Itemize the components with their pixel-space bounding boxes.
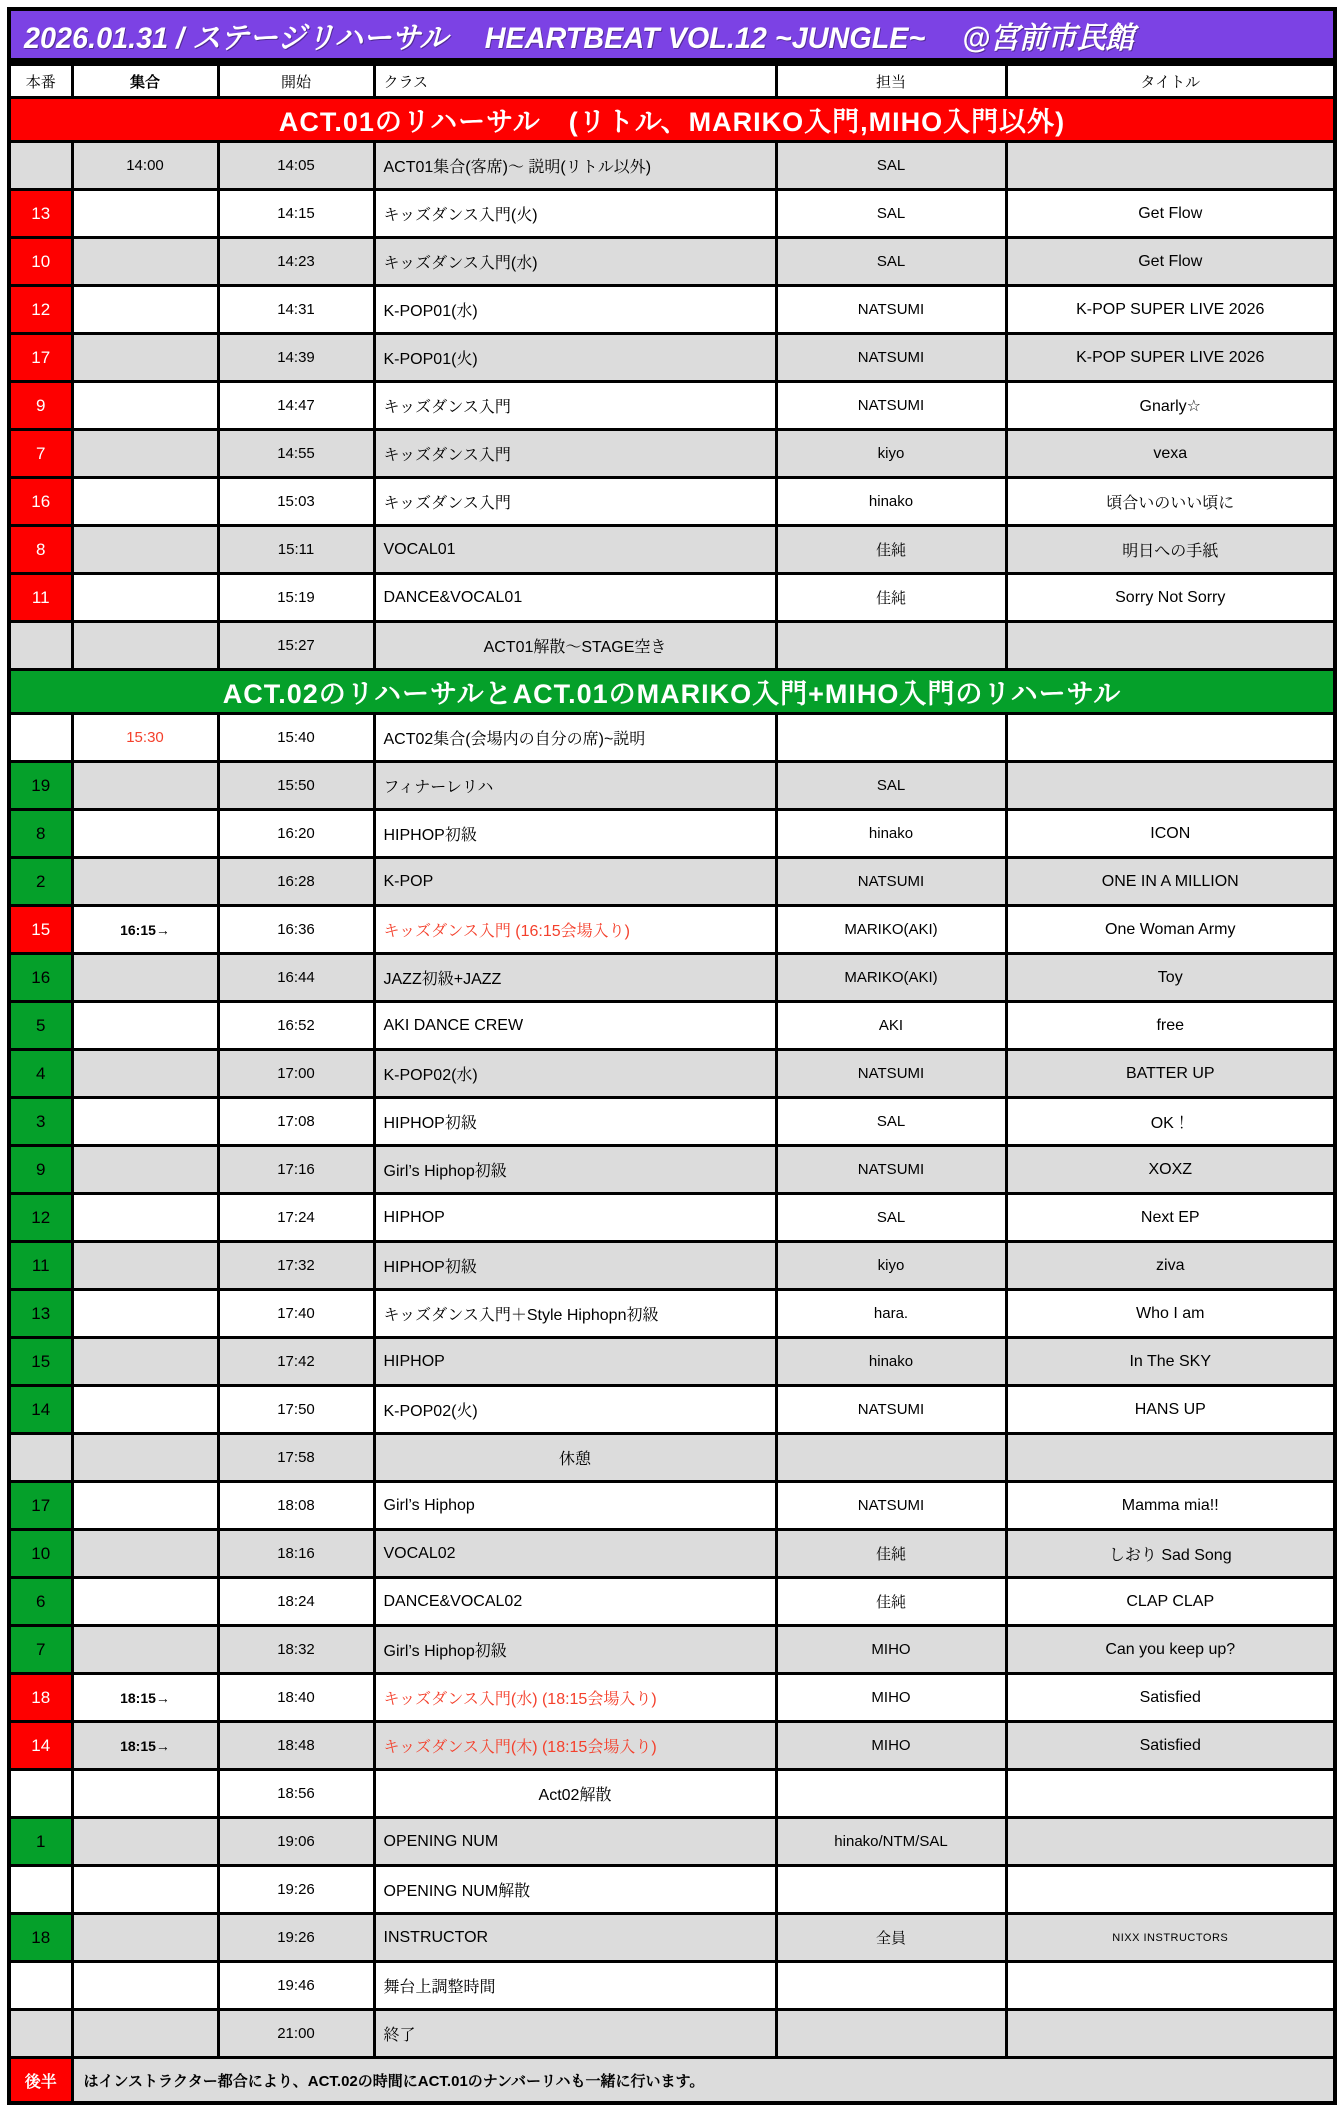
start-time-cell: 14:55	[218, 430, 374, 478]
song-title-cell: NIXX INSTRUCTORS	[1006, 1914, 1335, 1962]
table-row	[9, 1722, 1335, 1770]
table-row	[9, 1290, 1335, 1338]
gather-time-cell	[72, 1098, 218, 1146]
staff-cell: hinako/NTM/SAL	[776, 1818, 1006, 1866]
table-row	[9, 1818, 1335, 1866]
start-time-cell: 18:24	[218, 1578, 374, 1626]
gather-time-cell	[72, 1626, 218, 1674]
table-row	[9, 1530, 1335, 1578]
song-title-cell	[1006, 1866, 1335, 1914]
start-time-cell: 14:31	[218, 286, 374, 334]
start-time-cell: 19:26	[218, 1866, 374, 1914]
performance-number-cell: 10	[9, 1530, 72, 1578]
table-row	[9, 2010, 1335, 2058]
staff-cell	[776, 1866, 1006, 1914]
song-title-cell: Get Flow	[1006, 190, 1335, 238]
start-time-cell: 19:06	[218, 1818, 374, 1866]
header-row	[9, 64, 1335, 98]
class-cell: フィナーレリハ	[374, 762, 776, 810]
start-time-cell: 15:03	[218, 478, 374, 526]
class-cell: HIPHOP初級	[374, 810, 776, 858]
staff-cell	[776, 1434, 1006, 1482]
staff-cell: MIHO	[776, 1674, 1006, 1722]
staff-cell: MIHO	[776, 1722, 1006, 1770]
performance-number-cell: 14	[9, 1722, 72, 1770]
start-time-cell: 16:44	[218, 954, 374, 1002]
staff-cell: SAL	[776, 1194, 1006, 1242]
table-row	[9, 286, 1335, 334]
staff-cell: SAL	[776, 238, 1006, 286]
staff-cell: MARIKO(AKI)	[776, 906, 1006, 954]
performance-number-cell: 6	[9, 1578, 72, 1626]
class-cell: K-POP02(火)	[374, 1386, 776, 1434]
start-time-cell: 15:40	[218, 714, 374, 762]
staff-cell: MIHO	[776, 1626, 1006, 1674]
table-row	[9, 1146, 1335, 1194]
table-row	[9, 1386, 1335, 1434]
class-cell: 休憩	[374, 1434, 776, 1482]
staff-cell: NATSUMI	[776, 334, 1006, 382]
song-title-cell	[1006, 1434, 1335, 1482]
start-time-cell: 18:32	[218, 1626, 374, 1674]
staff-cell	[776, 2010, 1006, 2058]
class-cell: K-POP	[374, 858, 776, 906]
gather-time-cell	[72, 622, 218, 670]
gather-time-cell	[72, 190, 218, 238]
col-header-gather: 集合	[72, 64, 218, 98]
performance-number-cell: 12	[9, 286, 72, 334]
performance-number-cell	[9, 714, 72, 762]
class-cell: ACT02集合(会場内の自分の席)~説明	[374, 714, 776, 762]
gather-time-cell: 16:15→	[72, 906, 218, 954]
performance-number-cell: 7	[9, 1626, 72, 1674]
start-time-cell: 17:24	[218, 1194, 374, 1242]
gather-time-cell	[72, 430, 218, 478]
staff-cell: hinako	[776, 1338, 1006, 1386]
table-row	[9, 1914, 1335, 1962]
staff-cell: 佳純	[776, 1530, 1006, 1578]
table-row	[9, 858, 1335, 906]
footer-label: 後半	[9, 2058, 72, 2104]
performance-number-cell: 10	[9, 238, 72, 286]
start-time-cell: 15:19	[218, 574, 374, 622]
staff-cell: NATSUMI	[776, 858, 1006, 906]
start-time-cell: 19:46	[218, 1962, 374, 2010]
song-title-cell: しおり Sad Song	[1006, 1530, 1335, 1578]
page-title: 2026.01.31 / ステージリハーサル HEARTBEAT VOL.12 ~JUNGLE~ @宮前市民館	[24, 21, 1135, 55]
class-cell: HIPHOP	[374, 1194, 776, 1242]
gather-time-cell	[72, 810, 218, 858]
song-title-cell: ONE IN A MILLION	[1006, 858, 1335, 906]
section-banner: ACT.02のリハーサルとACT.01のMARIKO入門+MIHO入門のリハーサル	[9, 670, 1335, 714]
staff-cell	[776, 622, 1006, 670]
class-cell: OPENING NUM	[374, 1818, 776, 1866]
staff-cell	[776, 714, 1006, 762]
table-row	[9, 334, 1335, 382]
table-row	[9, 1674, 1335, 1722]
start-time-cell: 15:50	[218, 762, 374, 810]
staff-cell: 全員	[776, 1914, 1006, 1962]
song-title-cell	[1006, 1962, 1335, 2010]
start-time-cell: 17:08	[218, 1098, 374, 1146]
performance-number-cell	[9, 1770, 72, 1818]
table-row	[9, 1242, 1335, 1290]
class-cell: K-POP02(水)	[374, 1050, 776, 1098]
gather-time-cell	[72, 1338, 218, 1386]
staff-cell: NATSUMI	[776, 382, 1006, 430]
song-title-cell: vexa	[1006, 430, 1335, 478]
gather-time-cell	[72, 1914, 218, 1962]
gather-time-cell	[72, 762, 218, 810]
class-cell: キッズダンス入門(水) (18:15会場入り)	[374, 1674, 776, 1722]
start-time-cell: 18:56	[218, 1770, 374, 1818]
performance-number-cell	[9, 2010, 72, 2058]
rehearsal-schedule-table	[7, 62, 1337, 2105]
song-title-cell: Satisfied	[1006, 1674, 1335, 1722]
performance-number-cell: 11	[9, 1242, 72, 1290]
gather-time-cell	[72, 1770, 218, 1818]
class-cell: VOCAL01	[374, 526, 776, 574]
gather-time-cell	[72, 1962, 218, 2010]
staff-cell: SAL	[776, 190, 1006, 238]
song-title-cell	[1006, 1818, 1335, 1866]
performance-number-cell: 13	[9, 190, 72, 238]
class-cell: HIPHOP初級	[374, 1098, 776, 1146]
song-title-cell: CLAP CLAP	[1006, 1578, 1335, 1626]
table-row	[9, 954, 1335, 1002]
song-title-cell: One Woman Army	[1006, 906, 1335, 954]
class-cell: K-POP01(水)	[374, 286, 776, 334]
song-title-cell: OK！	[1006, 1098, 1335, 1146]
table-header	[9, 64, 1335, 98]
song-title-cell: Gnarly☆	[1006, 382, 1335, 430]
table-row	[9, 238, 1335, 286]
song-title-cell: Toy	[1006, 954, 1335, 1002]
staff-cell: hinako	[776, 478, 1006, 526]
class-cell: キッズダンス入門	[374, 382, 776, 430]
start-time-cell: 19:26	[218, 1914, 374, 1962]
performance-number-cell	[9, 1434, 72, 1482]
performance-number-cell	[9, 1962, 72, 2010]
start-time-cell: 17:58	[218, 1434, 374, 1482]
performance-number-cell: 15	[9, 1338, 72, 1386]
staff-cell: 佳純	[776, 574, 1006, 622]
song-title-cell	[1006, 142, 1335, 190]
class-cell: OPENING NUM解散	[374, 1866, 776, 1914]
class-cell: 舞台上調整時間	[374, 1962, 776, 2010]
table-row	[9, 1626, 1335, 1674]
start-time-cell: 15:11	[218, 526, 374, 574]
table-row	[9, 1770, 1335, 1818]
performance-number-cell: 1	[9, 1818, 72, 1866]
song-title-cell: HANS UP	[1006, 1386, 1335, 1434]
gather-time-cell	[72, 526, 218, 574]
table-row	[9, 1482, 1335, 1530]
performance-number-cell: 4	[9, 1050, 72, 1098]
class-cell: 終了	[374, 2010, 776, 2058]
class-cell: DANCE&VOCAL02	[374, 1578, 776, 1626]
col-header-staff: 担当	[776, 64, 1006, 98]
gather-time-cell	[72, 382, 218, 430]
staff-cell	[776, 1770, 1006, 1818]
staff-cell: SAL	[776, 1098, 1006, 1146]
table-row	[9, 1434, 1335, 1482]
performance-number-cell: 2	[9, 858, 72, 906]
start-time-cell: 17:00	[218, 1050, 374, 1098]
table-row	[9, 1098, 1335, 1146]
performance-number-cell: 13	[9, 1290, 72, 1338]
performance-number-cell: 9	[9, 1146, 72, 1194]
start-time-cell: 18:08	[218, 1482, 374, 1530]
staff-cell	[776, 1962, 1006, 2010]
performance-number-cell: 17	[9, 334, 72, 382]
staff-cell: AKI	[776, 1002, 1006, 1050]
table-row	[9, 906, 1335, 954]
gather-time-cell	[72, 1818, 218, 1866]
table-row	[9, 1194, 1335, 1242]
start-time-cell: 14:05	[218, 142, 374, 190]
start-time-cell: 17:40	[218, 1290, 374, 1338]
table-row	[9, 1050, 1335, 1098]
start-time-cell: 17:32	[218, 1242, 374, 1290]
col-header-class: クラス	[374, 64, 776, 98]
song-title-cell: Get Flow	[1006, 238, 1335, 286]
class-cell: K-POP01(火)	[374, 334, 776, 382]
class-cell: キッズダンス入門 (16:15会場入り)	[374, 906, 776, 954]
col-header-title: タイトル	[1006, 64, 1335, 98]
song-title-cell: Next EP	[1006, 1194, 1335, 1242]
staff-cell: 佳純	[776, 526, 1006, 574]
staff-cell: NATSUMI	[776, 1482, 1006, 1530]
performance-number-cell: 18	[9, 1914, 72, 1962]
song-title-cell: Satisfied	[1006, 1722, 1335, 1770]
table-row	[9, 762, 1335, 810]
start-time-cell: 15:27	[218, 622, 374, 670]
song-title-cell: ICON	[1006, 810, 1335, 858]
start-time-cell: 14:47	[218, 382, 374, 430]
song-title-cell: 明日への手紙	[1006, 526, 1335, 574]
gather-time-cell: 18:15→	[72, 1722, 218, 1770]
performance-number-cell: 9	[9, 382, 72, 430]
performance-number-cell: 7	[9, 430, 72, 478]
title-bar	[7, 7, 1337, 62]
class-cell: DANCE&VOCAL01	[374, 574, 776, 622]
start-time-cell: 14:15	[218, 190, 374, 238]
table-row	[9, 478, 1335, 526]
class-cell: Girl’s Hiphop	[374, 1482, 776, 1530]
gather-time-cell	[72, 334, 218, 382]
performance-number-cell: 16	[9, 954, 72, 1002]
gather-time-cell	[72, 238, 218, 286]
class-cell: JAZZ初級+JAZZ	[374, 954, 776, 1002]
song-title-cell: K-POP SUPER LIVE 2026	[1006, 334, 1335, 382]
col-header-performance: 本番	[9, 64, 72, 98]
gather-time-cell	[72, 1434, 218, 1482]
performance-number-cell: 16	[9, 478, 72, 526]
performance-number-cell: 5	[9, 1002, 72, 1050]
song-title-cell: K-POP SUPER LIVE 2026	[1006, 286, 1335, 334]
song-title-cell: Mamma mia!!	[1006, 1482, 1335, 1530]
song-title-cell	[1006, 714, 1335, 762]
gather-time-cell	[72, 1002, 218, 1050]
song-title-cell: free	[1006, 1002, 1335, 1050]
table-row	[9, 574, 1335, 622]
performance-number-cell: 12	[9, 1194, 72, 1242]
start-time-cell: 21:00	[218, 2010, 374, 2058]
gather-time-cell	[72, 574, 218, 622]
class-cell: HIPHOP初級	[374, 1242, 776, 1290]
footer-note-row	[9, 2058, 1335, 2104]
table-footer	[9, 2058, 1335, 2104]
performance-number-cell: 3	[9, 1098, 72, 1146]
class-cell: Girl’s Hiphop初級	[374, 1146, 776, 1194]
start-time-cell: 17:50	[218, 1386, 374, 1434]
class-cell: ACT01集合(客席)～ 説明(リトル以外)	[374, 142, 776, 190]
song-title-cell	[1006, 2010, 1335, 2058]
performance-number-cell: 8	[9, 526, 72, 574]
gather-time-cell	[72, 1578, 218, 1626]
staff-cell: SAL	[776, 762, 1006, 810]
staff-cell: NATSUMI	[776, 286, 1006, 334]
class-cell: キッズダンス入門	[374, 478, 776, 526]
table-row	[9, 430, 1335, 478]
class-cell: キッズダンス入門(火)	[374, 190, 776, 238]
song-title-cell: ziva	[1006, 1242, 1335, 1290]
song-title-cell	[1006, 1770, 1335, 1818]
gather-time-cell: 14:00	[72, 142, 218, 190]
gather-time-cell	[72, 1050, 218, 1098]
start-time-cell: 18:48	[218, 1722, 374, 1770]
performance-number-cell: 11	[9, 574, 72, 622]
start-time-cell: 14:39	[218, 334, 374, 382]
start-time-cell: 18:16	[218, 1530, 374, 1578]
staff-cell: hara.	[776, 1290, 1006, 1338]
gather-time-cell: 18:15→	[72, 1674, 218, 1722]
staff-cell: NATSUMI	[776, 1386, 1006, 1434]
table-row	[9, 622, 1335, 670]
section-banner: ACT.01のリハーサル (リトル、MARIKO入門,MIHO入門以外)	[9, 98, 1335, 142]
table-row	[9, 1338, 1335, 1386]
table-row	[9, 1866, 1335, 1914]
performance-number-cell: 14	[9, 1386, 72, 1434]
class-cell: キッズダンス入門＋Style Hiphopn初級	[374, 1290, 776, 1338]
song-title-cell: BATTER UP	[1006, 1050, 1335, 1098]
start-time-cell: 17:42	[218, 1338, 374, 1386]
song-title-cell: XOXZ	[1006, 1146, 1335, 1194]
class-cell: HIPHOP	[374, 1338, 776, 1386]
class-cell: AKI DANCE CREW	[374, 1002, 776, 1050]
table-row	[9, 1578, 1335, 1626]
class-cell: キッズダンス入門	[374, 430, 776, 478]
performance-number-cell: 17	[9, 1482, 72, 1530]
section-banner-row	[9, 670, 1335, 714]
gather-time-cell	[72, 858, 218, 906]
class-cell: ACT01解散～STAGE空き	[374, 622, 776, 670]
start-time-cell: 17:16	[218, 1146, 374, 1194]
gather-time-cell	[72, 1530, 218, 1578]
schedule-body	[9, 98, 1335, 2058]
staff-cell: NATSUMI	[776, 1050, 1006, 1098]
gather-time-cell: 15:30	[72, 714, 218, 762]
table-row	[9, 1962, 1335, 2010]
table-row	[9, 190, 1335, 238]
gather-time-cell	[72, 478, 218, 526]
staff-cell: SAL	[776, 142, 1006, 190]
class-cell: VOCAL02	[374, 1530, 776, 1578]
table-row	[9, 810, 1335, 858]
staff-cell: MARIKO(AKI)	[776, 954, 1006, 1002]
song-title-cell: Who I am	[1006, 1290, 1335, 1338]
gather-time-cell	[72, 1866, 218, 1914]
start-time-cell: 14:23	[218, 238, 374, 286]
gather-time-cell	[72, 1146, 218, 1194]
gather-time-cell	[72, 1482, 218, 1530]
staff-cell: 佳純	[776, 1578, 1006, 1626]
staff-cell: NATSUMI	[776, 1146, 1006, 1194]
gather-time-cell	[72, 1386, 218, 1434]
class-cell: INSTRUCTOR	[374, 1914, 776, 1962]
table-row	[9, 1002, 1335, 1050]
start-time-cell: 16:36	[218, 906, 374, 954]
performance-number-cell: 15	[9, 906, 72, 954]
table-row	[9, 142, 1335, 190]
class-cell: キッズダンス入門(水)	[374, 238, 776, 286]
col-header-start: 開始	[218, 64, 374, 98]
performance-number-cell: 8	[9, 810, 72, 858]
start-time-cell: 16:20	[218, 810, 374, 858]
staff-cell: kiyo	[776, 1242, 1006, 1290]
start-time-cell: 16:52	[218, 1002, 374, 1050]
start-time-cell: 16:28	[218, 858, 374, 906]
class-cell: キッズダンス入門(木) (18:15会場入り)	[374, 1722, 776, 1770]
performance-number-cell	[9, 142, 72, 190]
gather-time-cell	[72, 1290, 218, 1338]
song-title-cell	[1006, 622, 1335, 670]
gather-time-cell	[72, 1194, 218, 1242]
start-time-cell: 18:40	[218, 1674, 374, 1722]
song-title-cell: In The SKY	[1006, 1338, 1335, 1386]
section-banner-row	[9, 98, 1335, 142]
gather-time-cell	[72, 1242, 218, 1290]
staff-cell: kiyo	[776, 430, 1006, 478]
class-cell: Girl’s Hiphop初級	[374, 1626, 776, 1674]
performance-number-cell	[9, 1866, 72, 1914]
performance-number-cell: 18	[9, 1674, 72, 1722]
song-title-cell	[1006, 762, 1335, 810]
gather-time-cell	[72, 286, 218, 334]
table-row	[9, 714, 1335, 762]
performance-number-cell	[9, 622, 72, 670]
song-title-cell: Can you keep up?	[1006, 1626, 1335, 1674]
gather-time-cell	[72, 2010, 218, 2058]
table-row	[9, 382, 1335, 430]
footer-note-text: はインストラクター都合により、ACT.02の時間にACT.01のナンバーリハも一緒に行います。	[72, 2058, 1335, 2104]
gather-time-cell	[72, 954, 218, 1002]
table-row	[9, 526, 1335, 574]
staff-cell: hinako	[776, 810, 1006, 858]
song-title-cell: Sorry Not Sorry	[1006, 574, 1335, 622]
song-title-cell: 頃合いのいい頃に	[1006, 478, 1335, 526]
performance-number-cell: 19	[9, 762, 72, 810]
class-cell: Act02解散	[374, 1770, 776, 1818]
